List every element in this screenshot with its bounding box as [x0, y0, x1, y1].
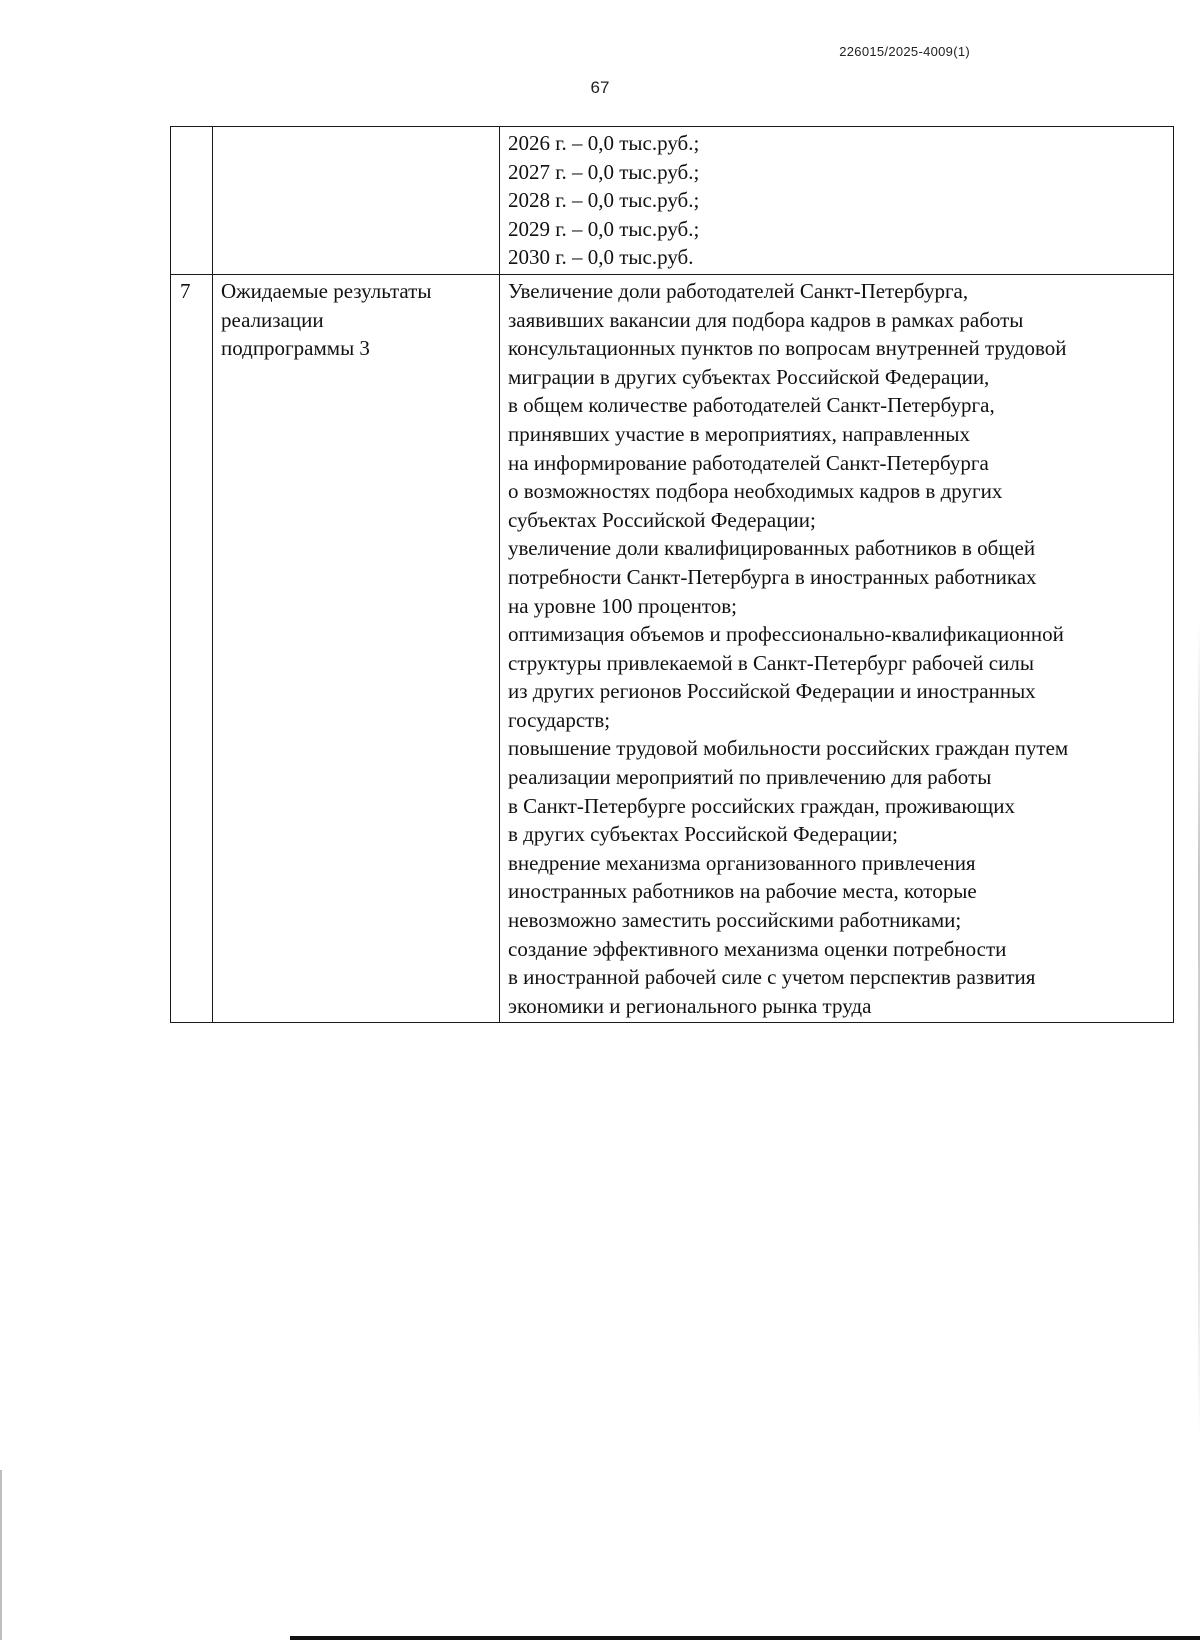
- result-line: потребности Санкт-Петербурга в иностранных работниках: [508, 564, 1037, 589]
- funding-year-2026: 2026 г. – 0,0 тыс.руб.;: [508, 131, 700, 155]
- result-line: в других субъектах Российской Федерации;: [508, 822, 898, 847]
- funding-year-2029: 2029 г. – 0,0 тыс.руб.;: [508, 216, 700, 241]
- funding-year-2030: 2030 г. – 0,0 тыс.руб.: [508, 245, 694, 270]
- result-line: о возможностях подбора необходимых кадров в других: [508, 479, 1003, 504]
- result-line: внедрение механизма организованного привлечения: [508, 850, 976, 875]
- result-line: заявивших вакансии для подбора кадров в рамках работы: [508, 307, 1024, 332]
- funding-year-2028: 2028 г. – 0,0 тыс.руб.;: [508, 188, 700, 213]
- result-line: иностранных работников на рабочие места, которые: [508, 879, 977, 904]
- row-label-line: Ожидаемые результаты: [221, 278, 432, 303]
- result-line: структуры привлекаемой в Санкт-Петербург рабочей силы: [508, 650, 1034, 675]
- row-number-cell: 7: [171, 274, 213, 1022]
- table-row-7-expected-results: [171, 274, 1174, 1022]
- document-registration-number: 226015/2025-4009(1): [839, 44, 970, 59]
- result-line: невозможно заместить российскими работниками;: [508, 908, 962, 933]
- funding-by-year-cell: [500, 127, 1174, 275]
- result-line: оптимизация объемов и профессионально-квалификационной: [508, 622, 1064, 647]
- result-line: в общем количестве работодателей Санкт-Петербурга,: [508, 393, 995, 418]
- result-line: субъектах Российской Федерации;: [508, 507, 816, 532]
- funding-year-2027: 2027 г. – 0,0 тыс.руб.;: [508, 159, 700, 184]
- result-line: Увеличение доли работодателей Санкт-Петербурга,: [508, 278, 969, 303]
- row-label-cell: [213, 274, 500, 1022]
- expected-results-cell: [500, 274, 1174, 1022]
- result-line: консультационных пунктов по вопросам внутренней трудовой: [508, 336, 1067, 361]
- scan-edge-artifact-bottom: [290, 1636, 1200, 1640]
- row-label-line: подпрограммы 3: [221, 336, 370, 361]
- result-line: в иностранной рабочей силе с учетом перспектив развития: [508, 965, 1036, 990]
- result-line: на информирование работодателей Санкт-Петербурга: [508, 450, 989, 475]
- row-number-cell-empty: [171, 127, 213, 275]
- row-label-line: реализации: [221, 307, 324, 332]
- result-line: миграции в других субъектах Российской Федерации,: [508, 364, 990, 389]
- result-line: на уровне 100 процентов;: [508, 593, 737, 618]
- scan-edge-artifact-left: [0, 1470, 2, 1640]
- subprogram-passport-table: [170, 126, 1174, 1023]
- result-line: создание эффективного механизма оценки потребности: [508, 936, 1007, 961]
- result-line: в Санкт-Петербурге российских граждан, проживающих: [508, 793, 1015, 818]
- result-line: из других регионов Российской Федерации и иностранных: [508, 679, 1036, 704]
- result-line: государств;: [508, 707, 611, 732]
- result-line: принявших участие в мероприятиях, направленных: [508, 421, 970, 446]
- result-line: увеличение доли квалифицированных работников в общей: [508, 536, 1036, 561]
- result-line: реализации мероприятий по привлечению для работы: [508, 765, 992, 790]
- table-row-funding-continuation: [171, 127, 1174, 275]
- result-line: экономики и регионального рынка труда: [508, 993, 872, 1018]
- page-number: 67: [590, 78, 610, 97]
- row-label-cell-empty: [213, 127, 500, 275]
- result-line: повышение трудовой мобильности российских граждан путем: [508, 736, 1069, 761]
